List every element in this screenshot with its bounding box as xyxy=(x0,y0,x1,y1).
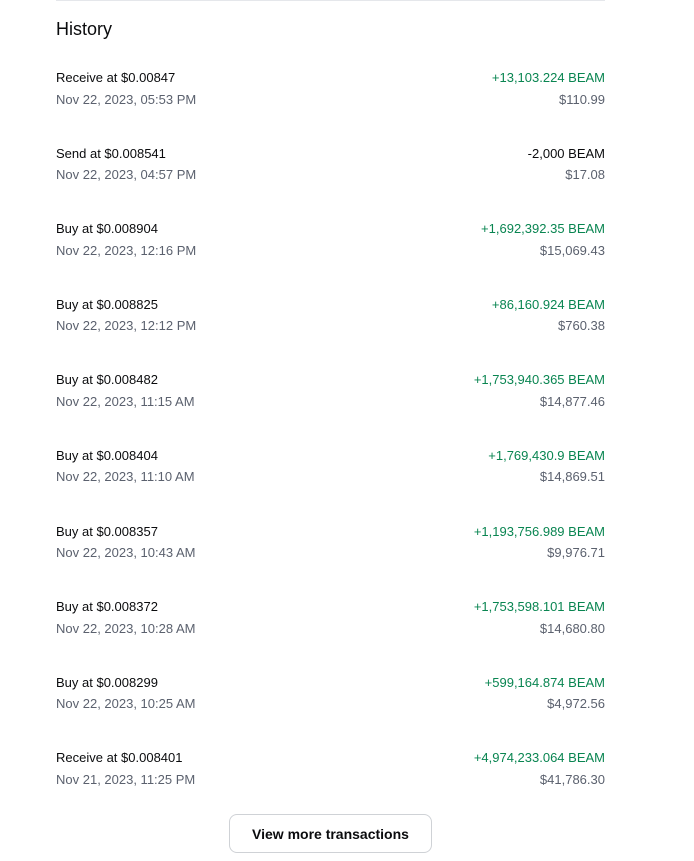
transaction-list xyxy=(56,68,605,824)
transaction-date: Nov 22, 2023, 10:43 AM xyxy=(56,545,196,561)
transaction-fiat-value: $110.99 xyxy=(558,91,605,107)
transaction-fiat-value: $14,680.80 xyxy=(539,620,605,636)
transaction-info xyxy=(56,748,195,790)
transaction-values xyxy=(474,748,605,790)
transaction-fiat-value: $17.08 xyxy=(565,167,605,183)
transaction-amount: +86,160.924 BEAM xyxy=(491,296,605,312)
transaction-fiat-value: $15,069.43 xyxy=(539,242,605,258)
transaction-date: Nov 22, 2023, 05:53 PM xyxy=(56,91,197,107)
transaction-date: Nov 22, 2023, 11:10 AM xyxy=(56,469,195,485)
transaction-row[interactable] xyxy=(56,68,605,144)
transaction-info xyxy=(56,370,195,412)
transaction-date: Nov 22, 2023, 12:16 PM xyxy=(56,242,197,258)
top-divider xyxy=(56,0,605,1)
transaction-amount: +1,193,756.989 BEAM xyxy=(473,523,605,539)
view-more-transactions-button[interactable]: View more transactions xyxy=(229,814,432,853)
transaction-row[interactable] xyxy=(56,446,605,522)
transaction-fiat-value: $760.38 xyxy=(558,318,605,334)
transaction-info xyxy=(56,295,196,337)
transaction-info xyxy=(56,522,195,564)
transaction-title: Buy at $0.008482 xyxy=(56,372,158,388)
transaction-row[interactable] xyxy=(56,219,605,295)
transaction-values xyxy=(474,522,605,564)
transaction-title: Buy at $0.008372 xyxy=(56,599,158,615)
transaction-title: Receive at $0.00847 xyxy=(56,70,176,85)
transaction-fiat-value: $41,786.30 xyxy=(539,771,605,787)
transaction-row[interactable] xyxy=(56,597,605,673)
transaction-fiat-value: $9,976.71 xyxy=(547,545,605,561)
transaction-date: Nov 22, 2023, 04:57 PM xyxy=(56,167,197,183)
transaction-row[interactable] xyxy=(56,522,605,598)
transaction-amount: +1,753,598.101 BEAM xyxy=(473,599,605,615)
transaction-values xyxy=(492,295,605,337)
transaction-title: Buy at $0.008404 xyxy=(56,447,158,463)
transaction-info xyxy=(56,219,196,261)
transaction-row[interactable] xyxy=(56,295,605,371)
transaction-row[interactable] xyxy=(56,144,605,220)
transaction-date: Nov 22, 2023, 10:25 AM xyxy=(56,696,196,712)
transaction-title: Buy at $0.008357 xyxy=(56,523,158,539)
transaction-info xyxy=(56,673,195,715)
transaction-date: Nov 22, 2023, 11:15 AM xyxy=(56,393,195,409)
transaction-values xyxy=(481,219,605,261)
transaction-amount: +599,164.874 BEAM xyxy=(484,674,605,690)
transaction-date: Nov 22, 2023, 10:28 AM xyxy=(56,620,196,636)
transaction-title: Buy at $0.008904 xyxy=(56,221,158,237)
transaction-title: Receive at $0.008401 xyxy=(56,750,183,766)
transaction-info xyxy=(56,68,196,110)
transaction-amount: +1,769,430.9 BEAM xyxy=(488,447,605,463)
transaction-info xyxy=(56,597,195,639)
transaction-fiat-value: $14,877.46 xyxy=(539,393,605,409)
transaction-values xyxy=(474,370,605,412)
transaction-values xyxy=(488,446,605,488)
transaction-amount: +1,692,392.35 BEAM xyxy=(481,221,605,237)
transaction-row[interactable] xyxy=(56,673,605,749)
transaction-date: Nov 21, 2023, 11:25 PM xyxy=(56,771,196,787)
transaction-title: Buy at $0.008299 xyxy=(56,674,158,690)
transaction-values xyxy=(528,144,605,186)
transaction-fiat-value: $4,972.56 xyxy=(547,696,605,712)
transaction-info xyxy=(56,446,195,488)
transaction-row[interactable] xyxy=(56,370,605,446)
transaction-amount: +13,103.224 BEAM xyxy=(491,70,605,85)
transaction-amount: +4,974,233.064 BEAM xyxy=(473,750,605,766)
transaction-amount: +1,753,940.365 BEAM xyxy=(473,372,605,388)
transaction-values xyxy=(492,68,605,110)
transaction-info xyxy=(56,144,196,186)
transaction-values xyxy=(474,597,605,639)
history-title: History xyxy=(56,19,113,39)
transaction-amount: -2,000 BEAM xyxy=(527,145,605,161)
transaction-date: Nov 22, 2023, 12:12 PM xyxy=(56,318,197,334)
transaction-fiat-value: $14,869.51 xyxy=(539,469,605,485)
transaction-row[interactable] xyxy=(56,748,605,824)
transaction-values xyxy=(485,673,605,715)
transaction-title: Buy at $0.008825 xyxy=(56,296,158,312)
transaction-title: Send at $0.008541 xyxy=(56,145,166,161)
